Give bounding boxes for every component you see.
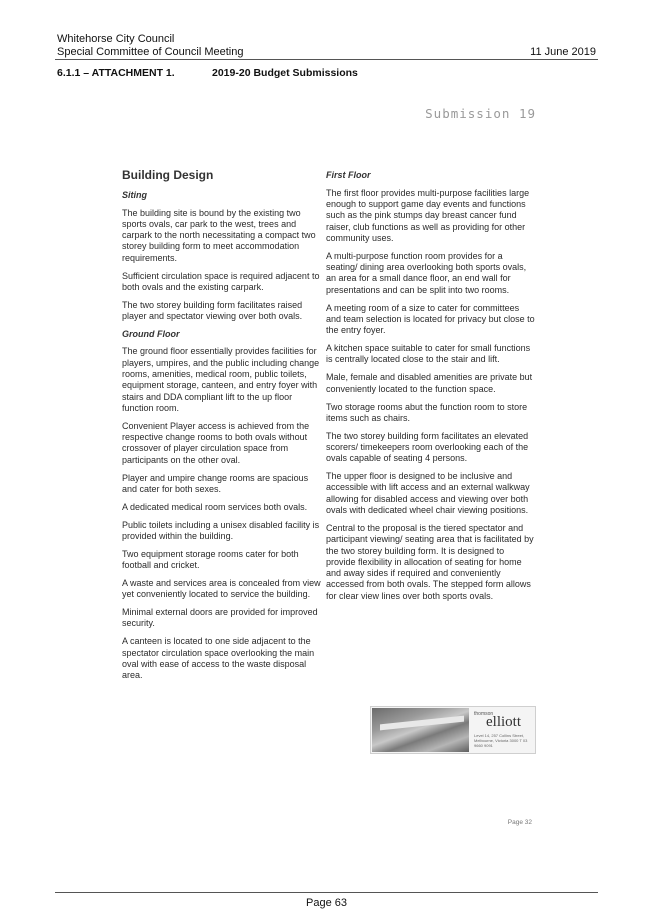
architect-address: Level 14, 257 Collins Street, Melbourne, Victoria 3000 T 03 9660 9091 bbox=[474, 733, 528, 748]
attachment-label: 6.1.1 – ATTACHMENT 1. bbox=[57, 67, 175, 79]
submission-stamp: Submission 19 bbox=[425, 106, 536, 121]
siting-heading: Siting bbox=[122, 190, 147, 201]
paragraph: A canteen is located to one side adjacent to the spectator circulation space overlooking the main oval with ease of access to the waste disposal area. bbox=[122, 636, 315, 681]
building-roof-shape bbox=[380, 716, 464, 731]
left-column bbox=[122, 170, 324, 688]
paragraph: A kitchen space suitable to cater for small functions is centrally located close to the stair and lift. bbox=[326, 343, 531, 365]
header-meeting: Special Committee of Council Meeting bbox=[57, 46, 244, 58]
header-rule bbox=[55, 59, 598, 60]
paragraph: Minimal external doors are provided for improved security. bbox=[122, 607, 318, 629]
paragraph: The ground floor essentially provides facilities for players, umpires, and the public including change rooms, amenities, medical room, public toilets, equipment storage, canteen, and entry foyer with stairs and DDA compliant lift to the up floor function room. bbox=[122, 346, 320, 413]
right-column bbox=[326, 170, 536, 609]
paragraph: Convenient Player access is achieved from the respective change rooms to both ovals without crossover of player circulation space from participants on the other oval. bbox=[122, 420, 310, 465]
page-number: Page 63 bbox=[306, 897, 347, 909]
logo-prefix: thomson bbox=[474, 711, 494, 717]
paragraph: The first floor provides multi-purpose facilities large enough to support game day events and functions such as the pink stumps day breast cancer fund raiser, club functions as well as providing for other community uses. bbox=[326, 187, 530, 243]
header-date: 11 June 2019 bbox=[530, 46, 596, 58]
paragraph: Sufficient circulation space is required adjacent to both ovals and the existing carpark. bbox=[122, 270, 320, 292]
paragraph: The two storey building form facilitates raised player and spectator viewing over both ovals. bbox=[122, 299, 303, 322]
paragraph: The upper floor is designed to be inclusive and accessible with lift access and an external walkway allowing for disabled access and viewing over both ovals with dedicated wheel chair viewing positions. bbox=[326, 471, 530, 516]
paragraph: Player and umpire change rooms are spacious and cater for both sexes. bbox=[122, 472, 309, 494]
first-floor-heading: First Floor bbox=[326, 170, 371, 180]
paragraph: Two storage rooms abut the function room to store items such as chairs. bbox=[326, 401, 528, 423]
building-photo bbox=[372, 708, 469, 752]
paragraph: A meeting room of a size to cater for committees and team selection is located for privacy but close to the entry foyer. bbox=[326, 302, 535, 336]
ground-floor-heading: Ground Floor bbox=[122, 329, 180, 340]
footer-rule bbox=[55, 892, 598, 893]
paragraph: Male, female and disabled amenities are private but conveniently located to the function space. bbox=[326, 372, 533, 394]
inner-page-number: Page 32 bbox=[507, 819, 532, 826]
header-org: Whitehorse City Council bbox=[57, 33, 175, 45]
paragraph: A waste and services area is concealed from view yet conveniently located to service the building. bbox=[122, 577, 321, 600]
paragraph: The two storey building form facilitates an elevated scorers/ timekeepers room overlooking each of the ovals capable of seating 4 persons. bbox=[326, 430, 529, 464]
architect-logo: elliott bbox=[486, 714, 521, 730]
document-title: Building Design bbox=[122, 168, 214, 182]
paragraph: Two equipment storage rooms cater for both football and cricket. bbox=[122, 548, 299, 571]
paragraph: Central to the proposal is the tiered spectator and participant viewing/ seating area that is facilitated by the two storey building form. It is designed to provide flexibility in allocation of seating for home and away sides if required and conveniently accessed from both ovals. The stepped form allows for clear view lines over both sports ovals. bbox=[326, 522, 534, 601]
paragraph: A dedicated medical room services both ovals. bbox=[122, 501, 308, 512]
attachment-title: 2019-20 Budget Submissions bbox=[212, 67, 358, 79]
paragraph: Public toilets including a unisex disabled facility is provided within the building. bbox=[122, 519, 320, 541]
paragraph: A multi-purpose function room provides for a seating/ dining area overlooking both sports ovals, an area for a small dance floor, an end wall for presentations and can be split into two rooms. bbox=[326, 250, 527, 295]
architect-banner bbox=[370, 706, 536, 754]
paragraph: The building site is bound by the existing two sports ovals, car park to the west, trees and carpark to the north necessitating a compact two storey building form to meet accommodation requirements. bbox=[122, 207, 316, 263]
